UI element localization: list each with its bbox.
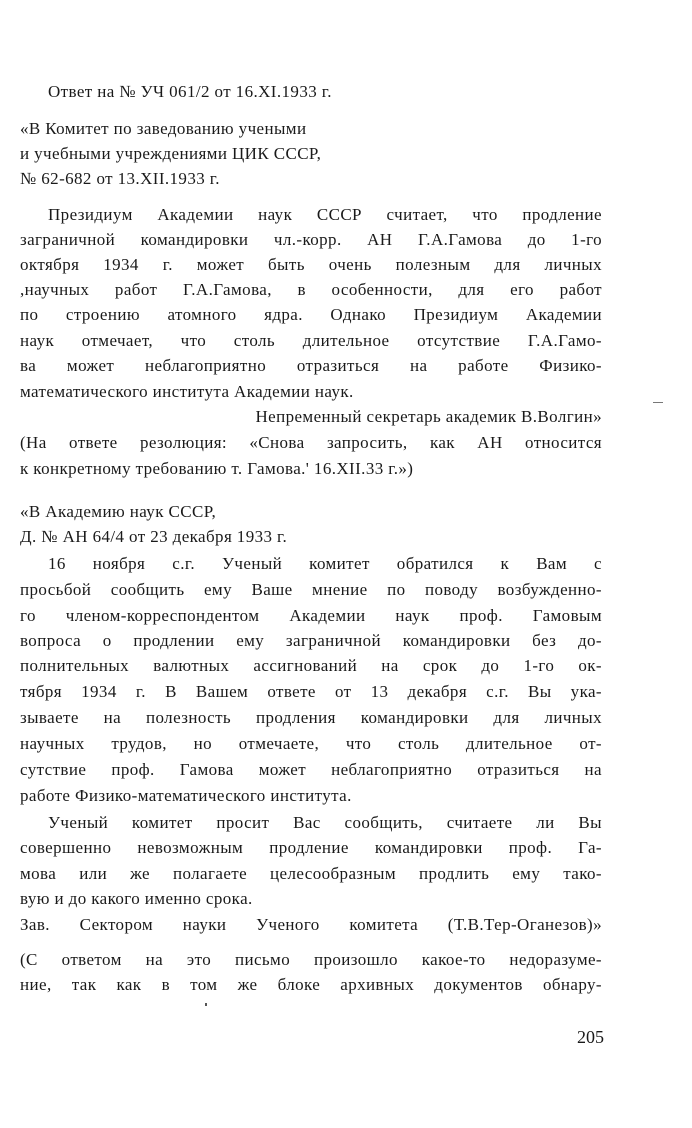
letter2-para1-line-8: научных трудов, но отмечаете, что столь длительное от- [20,734,602,753]
letter1-body-line-7: ва может неблагоприятно отразиться на работе Физико- [20,356,602,375]
letter2-signature: Зав. Сектором науки Ученого комитета (Т.В.Тер-Оганезов)» [20,915,602,934]
resolution-line-1: (На ответе резолюция: «Снова запросить, как АН относится [20,433,602,452]
letter1-body-line-3: октября 1934 г. может быть очень полезным для личных [20,255,602,274]
note-line-1: (С ответом на это письмо произошло какое-то недоразуме- [20,950,602,969]
letter1-address-line-2: и учебными учреждениями ЦИК СССР, [20,144,322,163]
letter2-para1-line-5: полнительных валютных ассигнований на срок до 1-го ок- [20,656,602,675]
page-number: 205 [577,1027,604,1047]
reference-line: Ответ на № УЧ 061/2 от 16.XI.1933 г. [48,82,332,101]
letter2-para2-line-4: вую и до какого именно срока. [20,889,253,908]
letter2-address-line-1: «В Академию наук СССР, [20,502,217,521]
letter2-para2-line-2: совершенно невозможным продление командировки проф. Га- [20,838,602,857]
letter2-address-line-2: Д. № АН 64/4 от 23 декабря 1933 г. [20,527,288,546]
letter2-para1-line-6: тября 1934 г. В Вашем ответе от 13 декабря с.г. Вы ука- [20,682,602,701]
letter1-address-line-3: № 62-682 от 13.XII.1933 г. [20,169,220,188]
letter2-para2-line-1: Ученый комитет просит Вас сообщить, считаете ли Вы [48,813,602,832]
letter2-para1-line-7: зываете на полезность продления командировки для личных [20,708,602,727]
letter1-body-line-6: наук отмечает, что столь длительное отсутствие Г.А.Гамо- [20,331,602,350]
scan-speck [205,1003,207,1006]
note-line-2: ние, так как в том же блоке архивных документов обнару- [20,975,602,994]
letter1-body-line-8: математического института Академии наук. [20,382,354,401]
letter1-body-line-2: заграничной командировки чл.-корр. АН Г.А.Гамова до 1-го [20,230,602,249]
letter2-para1-line-4: вопроса о продлении ему заграничной командировки без до- [20,631,602,650]
letter1-address-line-1: «В Комитет по заведованию учеными [20,119,307,138]
letter2-para1-line-10: работе Физико-математического института. [20,786,352,805]
letter1-body-line-5: по строению атомного ядра. Однако Президиум Академии [20,305,602,324]
margin-mark [653,402,663,403]
letter2-para1-line-9: сутствие проф. Гамова может неблагоприятно отразиться на [20,760,602,779]
resolution-line-2: к конкретному требованию т. Гамова.' 16.XII.33 г.») [20,459,414,478]
letter1-body-line-1: Президиум Академии наук СССР считает, что продление [48,205,602,224]
letter2-para1-line-1: 16 ноября с.г. Ученый комитет обратился к Вам с [48,554,602,573]
letter2-para1-line-2: просьбой сообщить ему Ваше мнение по поводу возбужденно- [20,580,602,599]
letter2-para2-line-3: мова или же полагаете целесообразным продлить ему тако- [20,864,602,883]
letter1-signature: Непременный секретарь академик В.Волгин» [255,407,602,426]
letter2-para1-line-3: го членом-корреспондентом Академии наук проф. Гамовым [20,606,602,625]
letter1-body-line-4: ,научных работ Г.А.Гамова, в особенности, для его работ [20,280,602,299]
